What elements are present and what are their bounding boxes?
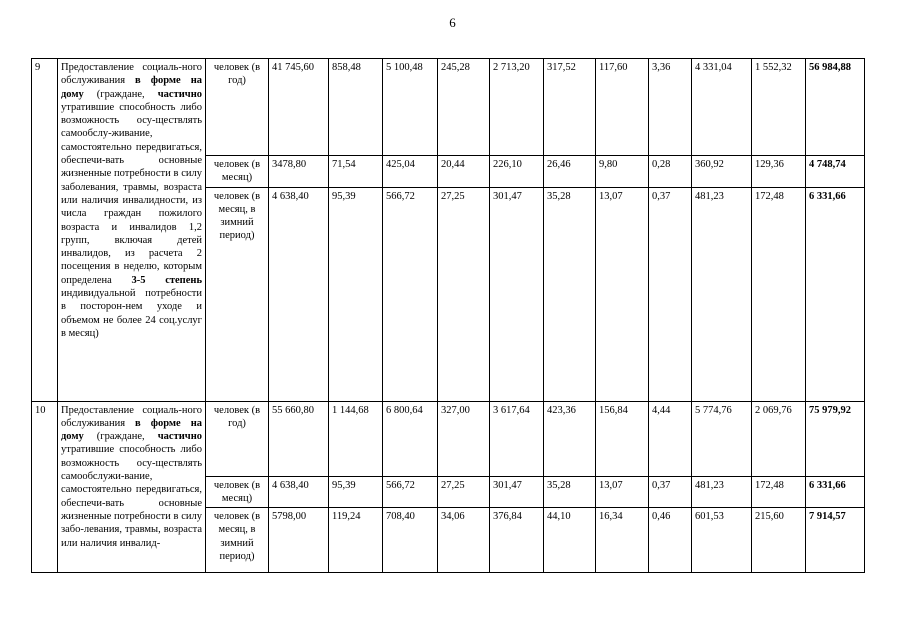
- value-cell: 4 638,40: [269, 476, 329, 508]
- value-cell: 301,47: [490, 187, 544, 401]
- description-text: частично: [157, 88, 202, 100]
- description-text: индивидуальной потребности в посторон-нем уходе и объемом не более 24 соц.услуг в месяц): [61, 288, 202, 339]
- value-cell: 13,07: [596, 187, 649, 401]
- value-cell: 3478,80: [269, 156, 329, 188]
- total-cell: 6 331,66: [806, 476, 865, 508]
- value-cell: 226,10: [490, 156, 544, 188]
- description-text: (граждане,: [83, 88, 158, 100]
- value-cell: 9,80: [596, 156, 649, 188]
- value-cell: 41 745,60: [269, 59, 329, 156]
- value-cell: 55 660,80: [269, 401, 329, 476]
- value-cell: 35,28: [544, 476, 596, 508]
- value-cell: 425,04: [383, 156, 438, 188]
- description-text: в форме на дому: [61, 75, 202, 100]
- description-text: Предоставление социаль-ного обслуживания: [61, 404, 202, 429]
- description-text: 3-5 степень: [131, 274, 202, 286]
- value-cell: 245,28: [438, 59, 490, 156]
- value-cell: 27,25: [438, 187, 490, 401]
- value-cell: 20,44: [438, 156, 490, 188]
- unit-cell: человек (в месяц, в зимний период): [206, 508, 269, 573]
- value-cell: 71,54: [329, 156, 383, 188]
- value-cell: 172,48: [752, 476, 806, 508]
- value-cell: 95,39: [329, 187, 383, 401]
- value-cell: 35,28: [544, 187, 596, 401]
- unit-cell: человек (в год): [206, 59, 269, 156]
- tariff-table: [31, 58, 865, 573]
- total-cell: 7 914,57: [806, 508, 865, 573]
- value-cell: 5 100,48: [383, 59, 438, 156]
- value-cell: 4,44: [649, 401, 692, 476]
- value-cell: 215,60: [752, 508, 806, 573]
- value-cell: 6 800,64: [383, 401, 438, 476]
- value-cell: 858,48: [329, 59, 383, 156]
- value-cell: 360,92: [692, 156, 752, 188]
- unit-cell: человек (в месяц, в зимний период): [206, 187, 269, 401]
- unit-cell: человек (в год): [206, 401, 269, 476]
- value-cell: 708,40: [383, 508, 438, 573]
- value-cell: 5798,00: [269, 508, 329, 573]
- service-description: [58, 59, 206, 402]
- value-cell: 27,25: [438, 476, 490, 508]
- value-cell: 327,00: [438, 401, 490, 476]
- description-text: утратившие способность либо возможность осу-ществлять самообслужи-вание, самостоятельно передвигаться, обеспечи-вать основные жизненные потребности в силу забо-левания, травмы, возраста или наличия инвалид-: [61, 444, 202, 549]
- value-cell: 13,07: [596, 476, 649, 508]
- value-cell: 16,34: [596, 508, 649, 573]
- value-cell: 1 552,32: [752, 59, 806, 156]
- value-cell: 1 144,68: [329, 401, 383, 476]
- value-cell: 376,84: [490, 508, 544, 573]
- value-cell: 156,84: [596, 401, 649, 476]
- value-cell: 481,23: [692, 187, 752, 401]
- value-cell: 3,36: [649, 59, 692, 156]
- value-cell: 4 331,04: [692, 59, 752, 156]
- value-cell: 0,37: [649, 476, 692, 508]
- description-text: в форме на дому: [61, 417, 202, 443]
- value-cell: 129,36: [752, 156, 806, 188]
- description-text: (граждане,: [83, 431, 158, 443]
- row-number: 9: [32, 59, 58, 402]
- total-cell: 6 331,66: [806, 187, 865, 401]
- description-text: утратившие способность либо возможность осу-ществлять самообслу-живание, самостоятельно передвигаться, обеспечи-вать основные жизненные потребности в силу заболевания, травмы, возраста или наличия инвалидности, из числа граждан пожилого возраста и инвалидов 1,2 групп, включая детей инвалидов, из расчета 2 посещения в неделю, которым определена: [61, 101, 202, 286]
- value-cell: 119,24: [329, 508, 383, 573]
- value-cell: 95,39: [329, 476, 383, 508]
- value-cell: 301,47: [490, 476, 544, 508]
- row-number: 10: [32, 401, 58, 573]
- value-cell: 117,60: [596, 59, 649, 156]
- service-description: [58, 401, 206, 573]
- value-cell: 34,06: [438, 508, 490, 573]
- description-text: Предоставление социаль-ного обслуживания: [61, 62, 202, 87]
- value-cell: 2 713,20: [490, 59, 544, 156]
- value-cell: 481,23: [692, 476, 752, 508]
- table-row: [32, 401, 865, 476]
- unit-cell: человек (в месяц): [206, 476, 269, 508]
- value-cell: 317,52: [544, 59, 596, 156]
- value-cell: 0,28: [649, 156, 692, 188]
- value-cell: 44,10: [544, 508, 596, 573]
- value-cell: 566,72: [383, 476, 438, 508]
- value-cell: 566,72: [383, 187, 438, 401]
- total-cell: 56 984,88: [806, 59, 865, 156]
- value-cell: 0,46: [649, 508, 692, 573]
- value-cell: 172,48: [752, 187, 806, 401]
- value-cell: 601,53: [692, 508, 752, 573]
- total-cell: 75 979,92: [806, 401, 865, 476]
- value-cell: 423,36: [544, 401, 596, 476]
- value-cell: 0,37: [649, 187, 692, 401]
- value-cell: 4 638,40: [269, 187, 329, 401]
- page-number: 6: [449, 15, 456, 30]
- table-row: [32, 59, 865, 156]
- total-cell: 4 748,74: [806, 156, 865, 188]
- value-cell: 3 617,64: [490, 401, 544, 476]
- unit-cell: человек (в месяц): [206, 156, 269, 188]
- value-cell: 2 069,76: [752, 401, 806, 476]
- description-text: частично: [157, 431, 202, 443]
- value-cell: 26,46: [544, 156, 596, 188]
- value-cell: 5 774,76: [692, 401, 752, 476]
